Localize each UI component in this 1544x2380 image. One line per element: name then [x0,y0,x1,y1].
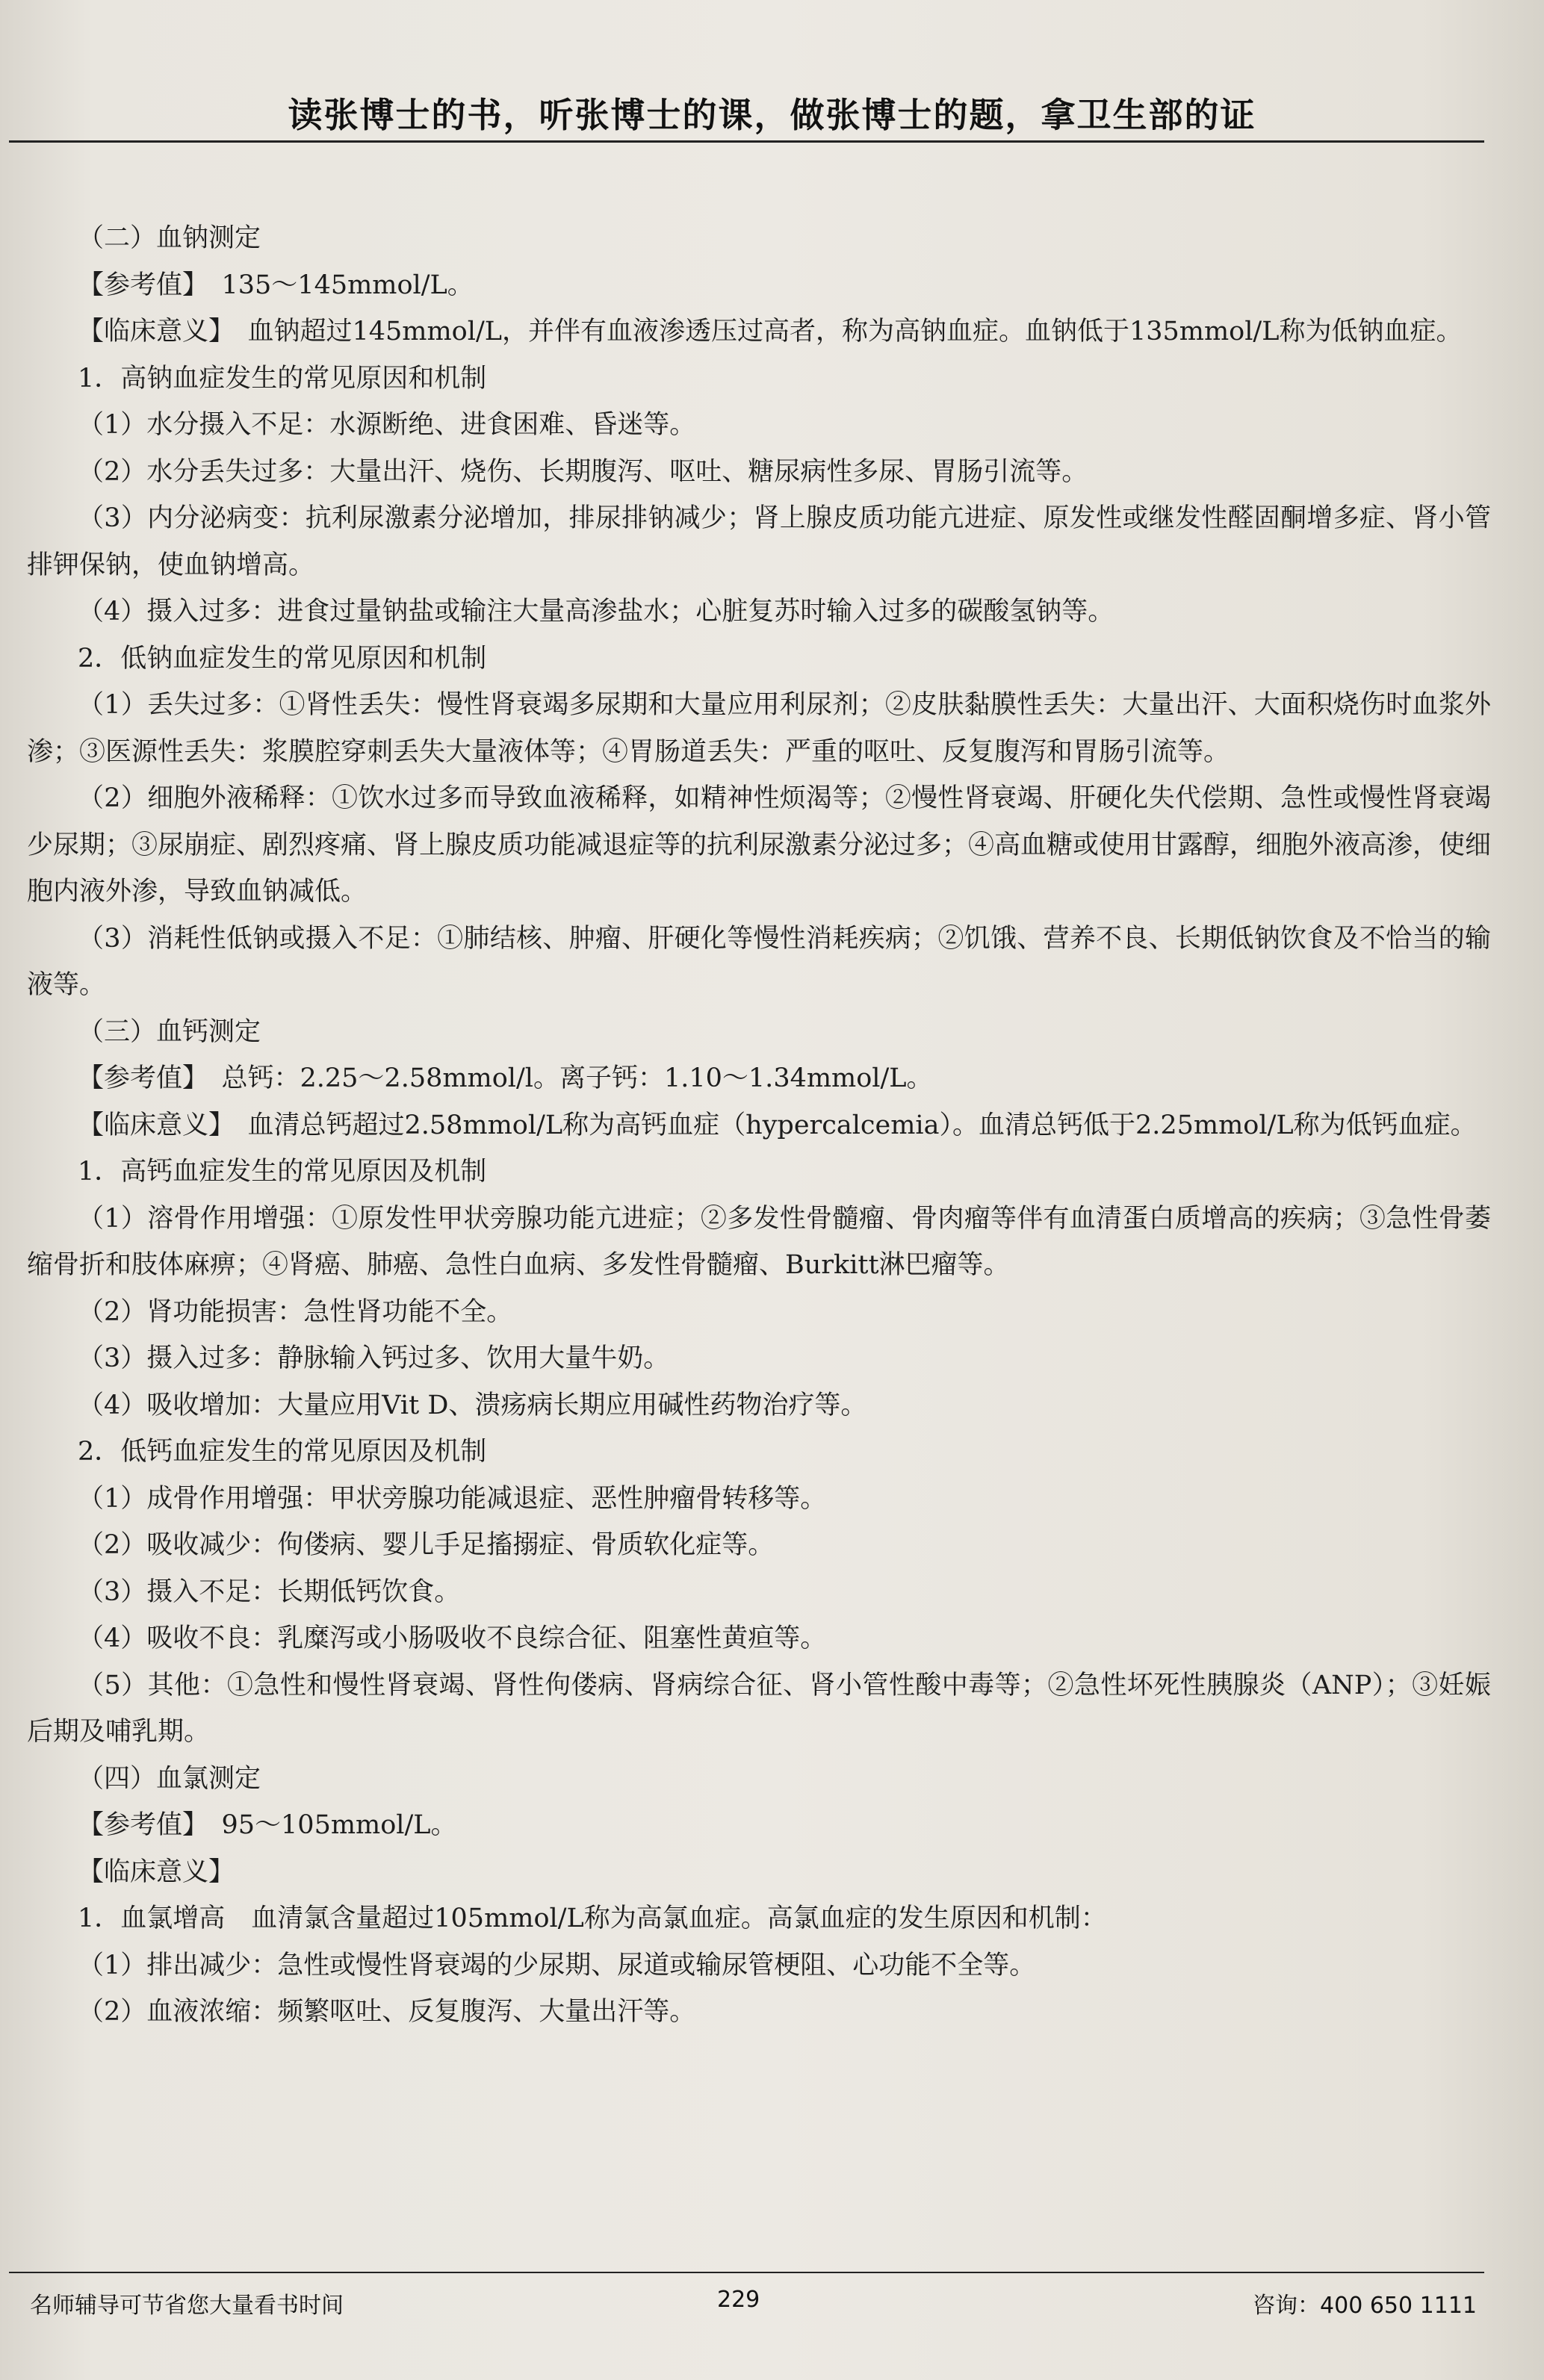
list-item: （5）其他：①急性和慢性肾衰竭、肾性佝偻病、肾病综合征、肾小管性酸中毒等；②急性坏死性胰腺炎（ANP）；③妊娠后期及哺乳期。 [27,1670,1491,1747]
list-item: （1）排出减少：急性或慢性肾衰竭的少尿期、尿道或输尿管梗阻、心功能不全等。 [78,1950,1036,1980]
reference-value-chloride: 【参考值】 95～105mmol/L。 [78,1810,457,1840]
footer-rule [9,2272,1484,2273]
clinical-significance-calcium: 【临床意义】 血清总钙超过2.58mmol/L称为高钙血症（hypercalcemia）。血清总钙低于2.25mmol/L称为低钙血症。 [78,1110,1477,1140]
list-item: （2）水分丢失过多：大量出汗、烧伤、长期腹泻、呕吐、糖尿病性多尿、胃肠引流等。 [78,456,1088,487]
page-body [27,215,1491,2036]
footer-hotline: 咨询：400 650 1111 [1253,2293,1477,2319]
clinical-significance-sodium: 【临床意义】 血钠超过145mmol/L，并伴有血液渗透压过高者，称为高钠血症。血钠低于135mmol/L称为低钠血症。 [78,317,1463,347]
list-item: （2）血液浓缩：频繁呕吐、反复腹泻、大量出汗等。 [78,1997,696,2027]
footer-slogan: 名师辅导可节省您大量看书时间 [30,2293,344,2319]
section-heading-chloride: （四）血氯测定 [78,1763,261,1794]
section-heading-calcium: （三）血钙测定 [78,1016,261,1047]
list-item: （3）消耗性低钠或摄入不足：①肺结核、肿瘤、肝硬化等慢性消耗疾病；②饥饿、营养不良、长期低钠饮食及不恰当的输液等。 [27,923,1491,1000]
list-item: （2）细胞外液稀释：①饮水过多而导致血液稀释，如精神性烦渴等；②慢性肾衰竭、肝硬化失代偿期、急性或慢性肾衰竭少尿期；③尿崩症、剧烈疼痛、肾上腺皮质功能减退症等的抗利尿激素分泌过多；④高血糖或使用甘露醇，细胞外液高渗，使细胞内液外渗，导致血钠减低。 [27,783,1492,907]
subheading-hypocalcemia: 2．低钙血症发生的常见原因及机制 [78,1437,487,1467]
subheading-hypercalcemia: 1．高钙血症发生的常见原因及机制 [78,1157,487,1187]
subheading-hyperchloremia: 1．血氯增高 血清氯含量超过105mmol/L称为高氯血症。高氯血症的发生原因和机制： [78,1904,1107,1933]
list-item: （3）摄入不足：长期低钙饮食。 [78,1576,461,1607]
list-item: （3）内分泌病变：抗利尿激素分泌增加，排尿排钠减少；肾上腺皮质功能亢进症、原发性或继发性醛固酮增多症、肾小管排钾保钠，使血钠增高。 [27,503,1491,580]
reference-value-sodium: 【参考值】 135～145mmol/L。 [78,270,474,300]
running-header: 读张博士的书，听张博士的课，做张博士的题，拿卫生部的证 [288,95,1256,135]
list-item: （4）摄入过多：进食过量钠盐或输注大量高渗盐水；心脏复苏时输入过多的碳酸氢钠等。 [78,597,1114,627]
list-item: （3）摄入过多：静脉输入钙过多、饮用大量牛奶。 [78,1343,670,1373]
subheading-hyponatremia: 2．低钠血症发生的常见原因和机制 [78,643,487,674]
list-item: （1）水分摄入不足：水源断绝、进食困难、昏迷等。 [78,410,696,440]
list-item: （1）溶骨作用增强：①原发性甲状旁腺功能亢进症；②多发性骨髓瘤、骨肉瘤等伴有血清蛋白质增高的疾病；③急性骨萎缩骨折和肢体麻痹；④肾癌、肺癌、急性白血病、多发性骨髓瘤、Burkitt淋巴瘤等。 [27,1203,1491,1280]
clinical-significance-chloride: 【临床意义】 [78,1857,235,1887]
reference-value-calcium: 【参考值】 总钙：2.25～2.58mmol/l。离子钙：1.10～1.34mmol/L。 [78,1063,933,1093]
list-item: （4）吸收不良：乳糜泻或小肠吸收不良综合征、阻塞性黄疸等。 [78,1624,827,1653]
list-item: （2）吸收减少：佝偻病、婴儿手足搐搦症、骨质软化症等。 [78,1530,775,1560]
header-rule [9,140,1484,143]
list-item: （1）成骨作用增强：甲状旁腺功能减退症、恶性肿瘤骨转移等。 [78,1483,827,1514]
list-item: （2）肾功能损害：急性肾功能不全。 [78,1296,513,1327]
list-item: （1）丢失过多：①肾性丢失：慢性肾衰竭多尿期和大量应用利尿剂；②皮肤黏膜性丢失：大量出汗、大面积烧伤时血浆外渗；③医源性丢失：浆膜腔穿刺丢失大量液体等；④胃肠道丢失：严重的呕吐、反复腹泻和胃肠引流等。 [27,690,1491,767]
section-heading-sodium: （二）血钠测定 [78,223,261,253]
page-number: 229 [717,2287,760,2313]
subheading-hypernatremia: 1．高钠血症发生的常见原因和机制 [78,363,487,394]
list-item: （4）吸收增加：大量应用Vit D、溃疡病长期应用碱性药物治疗等。 [78,1390,867,1420]
